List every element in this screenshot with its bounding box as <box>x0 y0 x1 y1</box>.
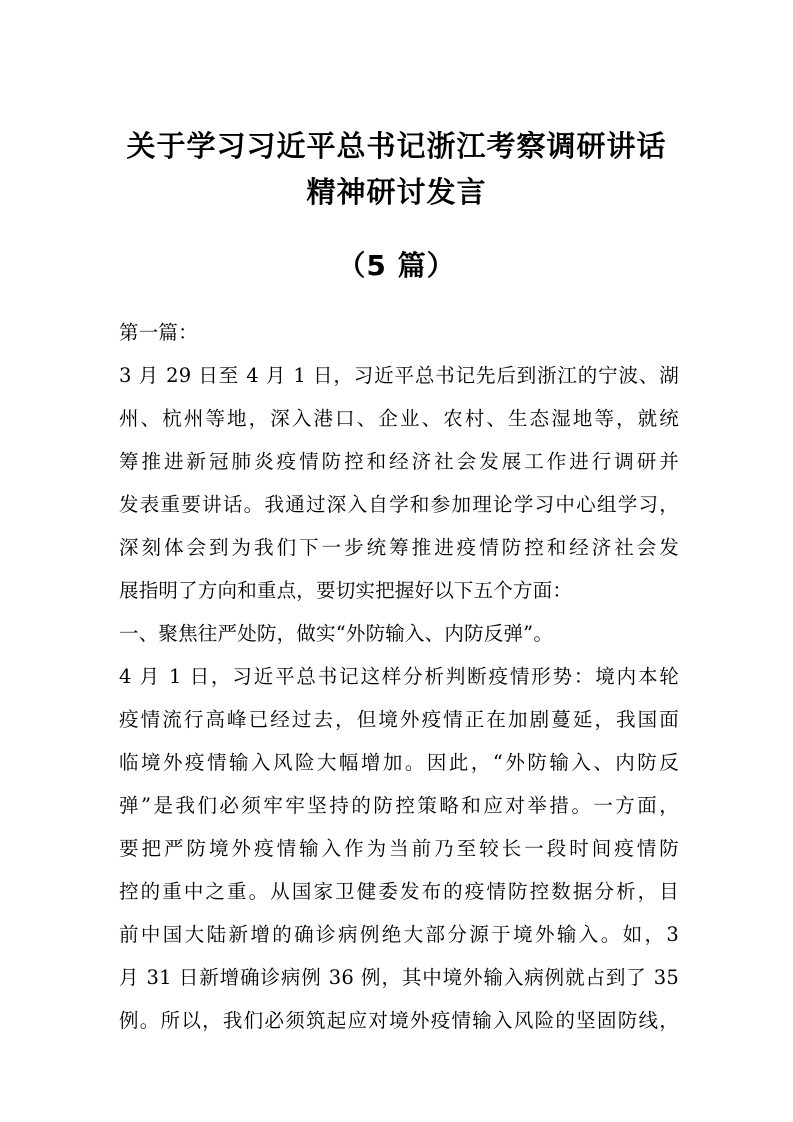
document-title-line-2: 精神研讨发言 <box>306 175 487 209</box>
document-title-line-1: 关于学习习近平总书记浙江考察调研讲话 <box>126 129 667 163</box>
body-line: 4 月 1 日，习近平总书记这样分析判断疫情形势：境内本轮 <box>119 665 679 688</box>
section-heading: 第一篇： <box>119 321 198 344</box>
body-line: 弹”是我们必须牢牢坚持的防控策略和应对举措。一方面， <box>119 794 679 817</box>
subsection-heading: 一、聚焦往严处防，做实“外防输入、内防反弹”。 <box>119 622 554 645</box>
body-line: 要把严防境外疫情输入作为当前乃至较长一段时间疫情防 <box>119 837 679 860</box>
body-line: 筹推进新冠肺炎疫情防控和经济社会发展工作进行调研并 <box>119 450 679 473</box>
body-line: 深刻体会到为我们下一步统筹推进疫情防控和经济社会发 <box>119 536 679 559</box>
document-title-count: （5 篇） <box>337 249 456 282</box>
body-line: 临境外疫情输入风险大幅增加。因此，“外防输入、内防反 <box>119 751 679 774</box>
body-line: 3 月 29 日至 4 月 1 日，习近平总书记先后到浙江的宁波、湖 <box>119 364 679 387</box>
body-line: 月 31 日新增确诊病例 36 例，其中境外输入病例就占到了 35 <box>119 966 679 989</box>
body-line: 前中国大陆新增的确诊病例绝大部分源于境外输入。如，3 <box>119 923 679 946</box>
body-line: 例。所以，我们必须筑起应对境外疫情输入风险的坚固防线， <box>119 1009 679 1032</box>
body-line: 控的重中之重。从国家卫健委发布的疫情防控数据分析，目 <box>119 880 679 903</box>
body-line: 展指明了方向和重点，要切实把握好以下五个方面： <box>119 579 573 602</box>
body-line: 发表重要讲话。我通过深入自学和参加理论学习中心组学习， <box>119 493 679 516</box>
body-line: 州、杭州等地，深入港口、企业、农村、生态湿地等，就统 <box>119 407 679 430</box>
body-line: 疫情流行高峰已经过去，但境外疫情正在加剧蔓延，我国面 <box>119 708 679 731</box>
